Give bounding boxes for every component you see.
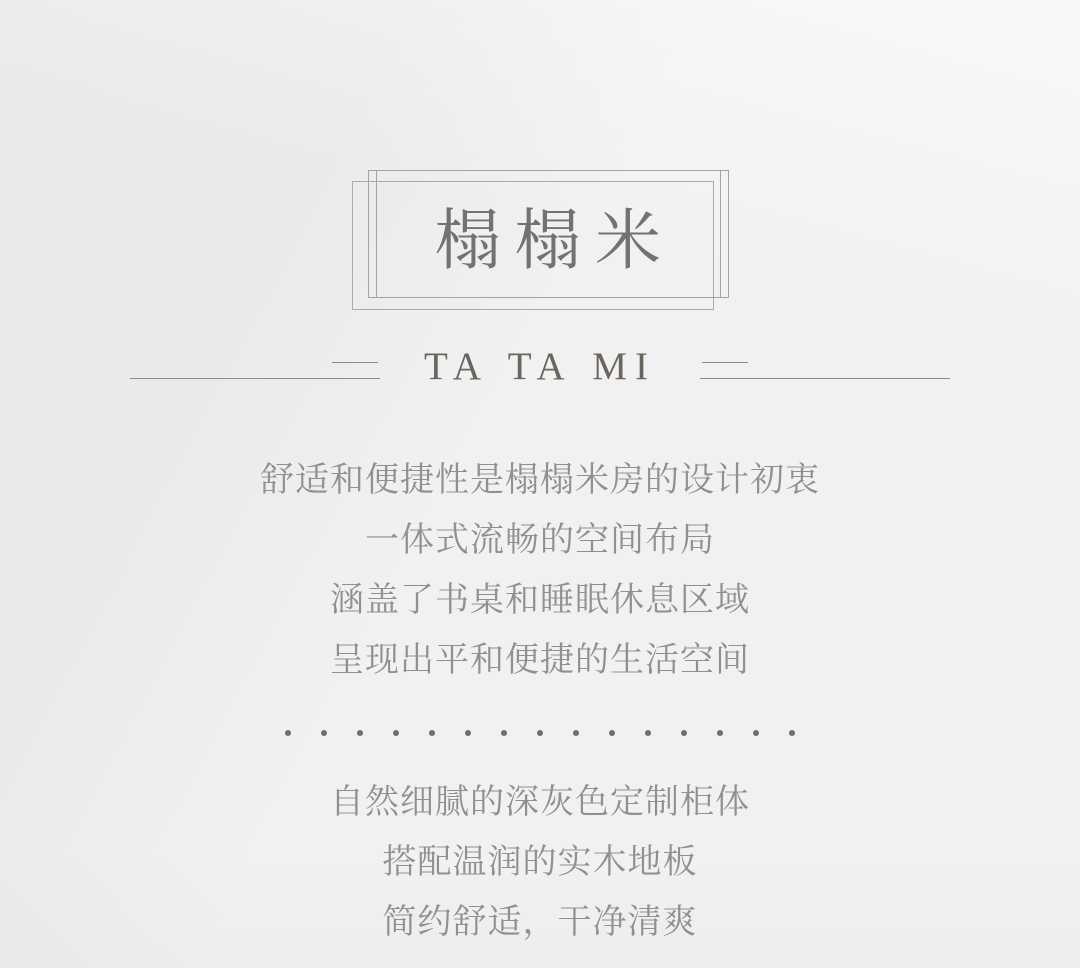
- intro-paragraph: [0, 451, 1080, 691]
- dot: [681, 730, 687, 736]
- intro-line: 呈现出平和便捷的生活空间: [330, 642, 750, 679]
- dot: [573, 730, 579, 736]
- dot: [285, 730, 291, 736]
- outro-paragraph: [0, 773, 1080, 953]
- tatami-title-frame: [352, 170, 729, 310]
- dot: [789, 730, 795, 736]
- decorative-rule-right: [700, 362, 950, 379]
- intro-line: 舒适和便捷性是榻榻米房的设计初衷: [260, 462, 820, 499]
- dot: [537, 730, 543, 736]
- decorative-rule-left: [130, 362, 380, 379]
- subtitle-latin: TA TA MI: [424, 345, 656, 388]
- dot: [645, 730, 651, 736]
- rule-long-line: [130, 378, 380, 379]
- rule-short-line: [332, 362, 378, 363]
- dot: [609, 730, 615, 736]
- rule-short-line: [702, 362, 748, 363]
- subtitle-row: [0, 345, 1080, 393]
- dot: [465, 730, 471, 736]
- dot: [357, 730, 363, 736]
- dot: [753, 730, 759, 736]
- dot: [321, 730, 327, 736]
- rule-long-line: [700, 378, 950, 379]
- dot: [429, 730, 435, 736]
- intro-line: 涵盖了书桌和睡眠休息区域: [330, 582, 750, 619]
- outro-line: 简约舒适，干净清爽: [382, 904, 698, 941]
- page-title: 榻榻米: [435, 204, 675, 278]
- outro-line: 自然细腻的深灰色定制柜体: [330, 784, 750, 821]
- outro-line: 搭配温润的实木地板: [382, 844, 698, 881]
- intro-line: 一体式流畅的空间布局: [365, 522, 715, 559]
- dot: [501, 730, 507, 736]
- dots-separator: [0, 729, 1080, 737]
- dot: [393, 730, 399, 736]
- dot: [717, 730, 723, 736]
